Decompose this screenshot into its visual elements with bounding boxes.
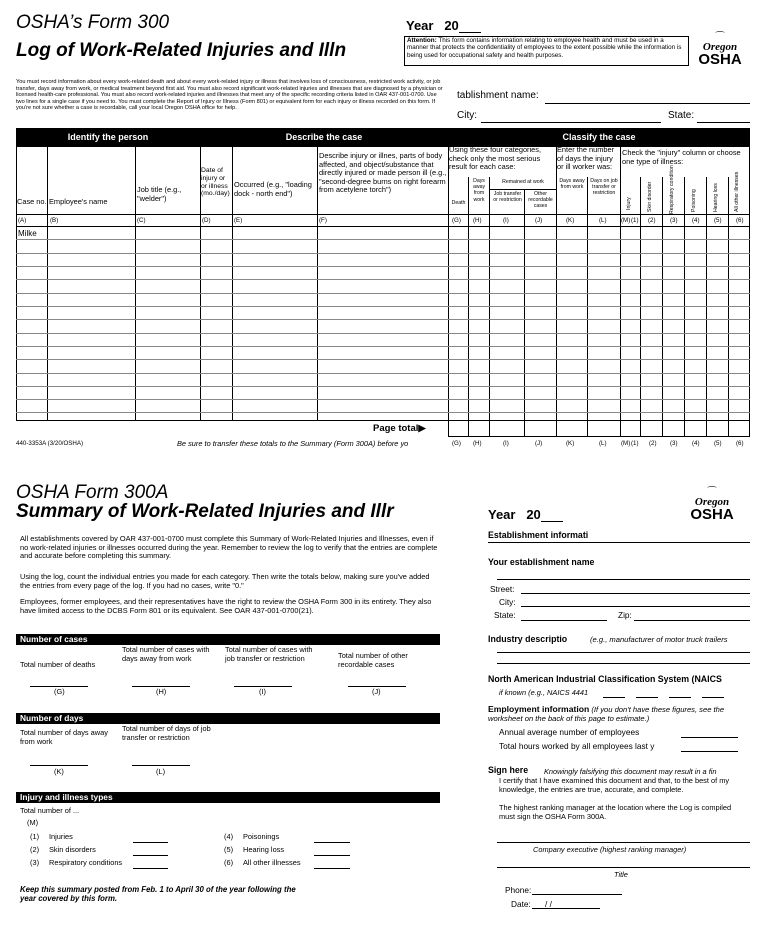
injuries-field[interactable] xyxy=(133,842,168,843)
naics-field-4[interactable] xyxy=(702,697,724,698)
letter-m: (M) xyxy=(621,217,631,224)
section-classify-case: Classify the case xyxy=(448,128,750,147)
col-other-recordable: Other recordable cases xyxy=(528,191,553,210)
days-away-field[interactable] xyxy=(30,765,88,766)
summary-para-2: Using the log, count the individual entries you made for each category. Then write the totals below, making sure you've added the entries from every page of the log. If you had no cases, write "0." xyxy=(20,572,430,590)
establishment-info-header: Establishment informati xyxy=(488,530,589,540)
col-death: Death xyxy=(451,200,466,206)
injuries-label: Injuries xyxy=(49,832,73,841)
your-establishment-label: Your establishment name xyxy=(488,557,595,567)
letter-m-2: (M) xyxy=(27,818,39,827)
classify-instructions: Using these four categories, check only the most serious result for each case: xyxy=(449,146,542,172)
form300-title: OSHA’s Form 300 xyxy=(16,12,170,33)
section-describe-case: Describe the case xyxy=(200,128,448,147)
transfer-cases-label: Total number of cases with job transfer or restriction xyxy=(225,645,313,663)
oregon-osha-logo: ⌒ Oregon OSHA xyxy=(698,32,742,68)
letter-3: (3) xyxy=(670,217,678,224)
form300-intro: You must record information about every work-related death and about every work-related injury or illness that involves loss of consciousness, restricted work activity, or job transfer, days away from work, or medical treatment beyond first aid. You must also record significant work-related injuries and illnesses that are diagnosed by a physician or licensed health-care professional. You must also record work-related injuries and illnesses that meet any of the specific recording criteria listed in OAR 437-001-0700. Use two lines for a single case if you need to. You must complete the Report of Injury or Illness (Form 801) or equivalent form for each injury or illness recorded on this form. If you're not sure whether a case is recordable, call your local Oregon OSHA office for help. xyxy=(16,79,443,111)
letter-2: (2) xyxy=(648,217,656,224)
letter-d: (D) xyxy=(202,217,211,224)
letter-b: (B) xyxy=(50,217,59,224)
first-row-case[interactable]: Milke xyxy=(18,229,37,238)
hearing-field[interactable] xyxy=(314,855,350,856)
zip-label: Zip: xyxy=(618,610,632,620)
letter-a: (A) xyxy=(18,217,27,224)
deaths-label: Total number of deaths xyxy=(20,660,96,669)
street-field[interactable] xyxy=(521,593,750,594)
letter-j-2: (J) xyxy=(372,687,381,696)
col-respiratory: Respiratory condition xyxy=(669,165,675,214)
title-field[interactable] xyxy=(497,867,750,868)
letter-4: (4) xyxy=(692,217,700,224)
other-illnesses-label: All other illnesses xyxy=(243,859,301,867)
letter-h-2: (H) xyxy=(156,687,167,696)
respiratory-label: Respiratory conditions xyxy=(49,859,123,867)
col-remained-at-work: Remained at work xyxy=(502,179,544,185)
letter-k: (K) xyxy=(566,217,575,224)
col-case-no: Case no. xyxy=(17,198,47,206)
letter-1: (1) xyxy=(631,217,639,224)
letter-c: (C) xyxy=(137,217,146,224)
title-label: Title xyxy=(614,870,628,879)
naics-field-1[interactable] xyxy=(603,697,625,698)
industry-field-1[interactable] xyxy=(497,652,750,653)
hours-worked-label: Total hours worked by all employees last y xyxy=(499,741,655,751)
state-label-2: State: xyxy=(494,610,516,620)
establishment-name-field-2[interactable] xyxy=(497,579,750,580)
col-skin-disorder: Skin disorder xyxy=(647,181,653,212)
col-job-title: Job title (e.g., "welder") xyxy=(137,186,182,203)
attention-box: Attention: This form contains information relating to employee health and must be used in a manner that protects the confidentiality of employees to the extent possible while the information is being used for occupational safety and health purposes. xyxy=(404,36,689,66)
keep-posted-note: Keep this summary posted from Feb. 1 to April 30 of the year following the year covered by this form. xyxy=(20,885,296,903)
establishment-name-label: tablishment name: xyxy=(457,90,539,101)
city-field-2[interactable] xyxy=(521,606,750,607)
naics-known: if known (e.g., NAICS 4441 xyxy=(499,688,589,697)
phone-label: Phone: xyxy=(505,885,532,895)
col-job-transfer: Job transfer or restriction xyxy=(493,191,522,204)
col-away-from-work: Days away from work xyxy=(559,178,585,191)
employment-info: Employment information (If you don't have these figures, see the worksheet on the back of this page to estimate.) xyxy=(488,704,725,723)
phone-field[interactable] xyxy=(532,894,622,895)
respiratory-num: (3) xyxy=(30,858,40,867)
naics-field-3[interactable] xyxy=(669,697,691,698)
arrow-right-icon: ▶ xyxy=(418,423,426,434)
days-transfer-field[interactable] xyxy=(132,765,190,766)
col-poisoning: Poisoning xyxy=(691,189,697,212)
certify-text: I certify that I have examined this document and that, to the best of my knowledge, the entries are true, accurate, and complete. xyxy=(499,776,730,794)
oregon-osha-logo-2: ⌒ Oregon OSHA xyxy=(690,487,734,523)
letter-l: (L) xyxy=(599,217,607,224)
letter-l-2: (L) xyxy=(156,767,166,776)
city-field[interactable] xyxy=(481,122,661,123)
hearing-num: (5) xyxy=(224,845,234,854)
col-occurred: Occurred (e.g., "loading dock - north end") xyxy=(234,181,312,198)
total-number-of-label: Total number of ... xyxy=(20,806,80,815)
skin-num: (2) xyxy=(30,845,40,854)
sign-warning: Knowingly falsifying this document may result in a fin xyxy=(544,767,717,776)
letter-i-2: (I) xyxy=(259,687,266,696)
days-away-label: Total number of days away from work xyxy=(20,728,108,746)
street-label: Street: xyxy=(490,584,515,594)
year-field[interactable] xyxy=(459,21,481,33)
avg-employees-field[interactable] xyxy=(681,737,738,738)
letter-j: (J) xyxy=(535,217,543,224)
injuries-num: (1) xyxy=(30,832,40,841)
zip-field[interactable] xyxy=(634,620,750,621)
col-on-transfer: Days on job transfer or restriction xyxy=(590,178,618,197)
skin-label: Skin disorders xyxy=(49,845,96,854)
form300-year: Year 20 xyxy=(406,18,481,33)
injury-types-header: Injury and illness types xyxy=(16,792,440,803)
other-illnesses-num: (6) xyxy=(224,858,234,867)
enter-days-instructions: Enter the number of days the injury or ill worker was: xyxy=(557,146,615,172)
col-hearing-loss: Hearing loss xyxy=(713,183,719,212)
letter-g: (G) xyxy=(452,217,461,224)
industry-field-2[interactable] xyxy=(497,663,750,664)
skin-field[interactable] xyxy=(133,855,168,856)
avg-employees-label: Annual average number of employees xyxy=(499,727,640,737)
letter-6: (6) xyxy=(736,217,744,224)
form300a-year: Year 20 xyxy=(488,507,563,522)
transfer-note: Be sure to transfer these totals to the Summary (Form 300A) before yo xyxy=(177,439,409,448)
poisonings-label: Poisonings xyxy=(243,832,280,841)
state-field[interactable] xyxy=(697,122,750,123)
poisonings-field[interactable] xyxy=(314,842,350,843)
col-injury: Injury xyxy=(626,197,632,210)
injury-log-table xyxy=(16,128,750,437)
company-exec-field[interactable] xyxy=(497,842,750,843)
industry-example: (e.g., manufacturer of motor truck trailers xyxy=(590,635,728,644)
city-label-2: City: xyxy=(499,597,516,607)
hearing-label: Hearing loss xyxy=(243,845,285,854)
company-exec-label: Company executive (highest ranking manager) xyxy=(533,845,687,854)
poisonings-num: (4) xyxy=(224,832,234,841)
section-identify-person: Identify the person xyxy=(16,128,200,147)
letter-5: (5) xyxy=(714,217,722,224)
col-describe: Describe injury or illnes, parts of body affected, and object/substance that directly injured or made person ill (e.g., "second-degree burns on right forearm from acetylene torch") xyxy=(319,152,447,195)
form-code: 440-3353A (3/20/OSHA) xyxy=(16,440,84,447)
other-cases-label: Total number of other recordable cases xyxy=(338,651,408,669)
industry-label: Industry descriptio xyxy=(488,634,568,644)
date-field[interactable] xyxy=(532,908,600,909)
days-transfer-label: Total number of days of job transfer or restriction xyxy=(122,724,211,742)
respiratory-field[interactable] xyxy=(133,868,168,869)
days-away-cases-label: Total number of cases with days away from work xyxy=(122,645,210,663)
letter-e: (E) xyxy=(234,217,243,224)
naics-field-2[interactable] xyxy=(636,697,658,698)
col-employee-name: Employee's name xyxy=(49,198,108,206)
summary-para-3: Employees, former employees, and their representatives have the right to review the OSHA Form 300 in its entirety. They also have limited access to the DCBS Form 801 or its equivalent. See OAR 437-001-0700(21). xyxy=(20,597,432,615)
col-other-illnesses: All other illnesses xyxy=(734,171,740,212)
letter-f: (F) xyxy=(319,217,327,224)
date-label: Date: xyxy=(511,899,531,909)
check-injury-instructions: Check the "injury" column or choose one type of illness: xyxy=(622,149,741,166)
hours-worked-field[interactable] xyxy=(681,751,738,752)
summary-para-1: All establishments covered by OAR 437-001-0700 must complete this Summary of Work-Related Injuries and Illnesses, even if no work-related injuries or illnesses occurred during the year. Remember to review the log to verify that the entries are complete and accurate before completing this summary. xyxy=(20,534,438,561)
letter-g-2: (G) xyxy=(54,687,65,696)
number-of-cases-header: Number of cases xyxy=(16,634,440,645)
letter-k-2: (K) xyxy=(54,767,64,776)
form300a-title: OSHA Form 300A xyxy=(16,482,169,503)
letter-h: (H) xyxy=(473,217,482,224)
state-field-2[interactable] xyxy=(521,620,607,621)
other-illnesses-field[interactable] xyxy=(314,868,350,869)
date-separators: / / xyxy=(545,899,552,909)
city-label: City: xyxy=(457,110,477,121)
page-total-label: Page total▶ xyxy=(373,423,426,434)
ranking-text: The highest ranking manager at the location where the Log is compiled must sign the OSHA Form 300A. xyxy=(499,803,732,821)
form300-subtitle: Log of Work-Related Injuries and Illn xyxy=(16,40,347,61)
sign-here-label: Sign here xyxy=(488,765,529,775)
state-label: State: xyxy=(668,110,695,121)
year-field-300a[interactable] xyxy=(541,510,563,522)
naics-label: North American Industrial Classification System (NAICS xyxy=(488,674,722,684)
letter-i: (I) xyxy=(503,217,509,224)
number-of-days-header: Number of days xyxy=(16,713,440,724)
establishment-name-field[interactable] xyxy=(545,103,750,104)
col-date: Date of injury or or illness (mo./day) xyxy=(201,167,230,198)
col-days-away: Days away from work xyxy=(472,178,486,203)
form300a-subtitle: Summary of Work-Related Injuries and Illr xyxy=(16,501,394,522)
